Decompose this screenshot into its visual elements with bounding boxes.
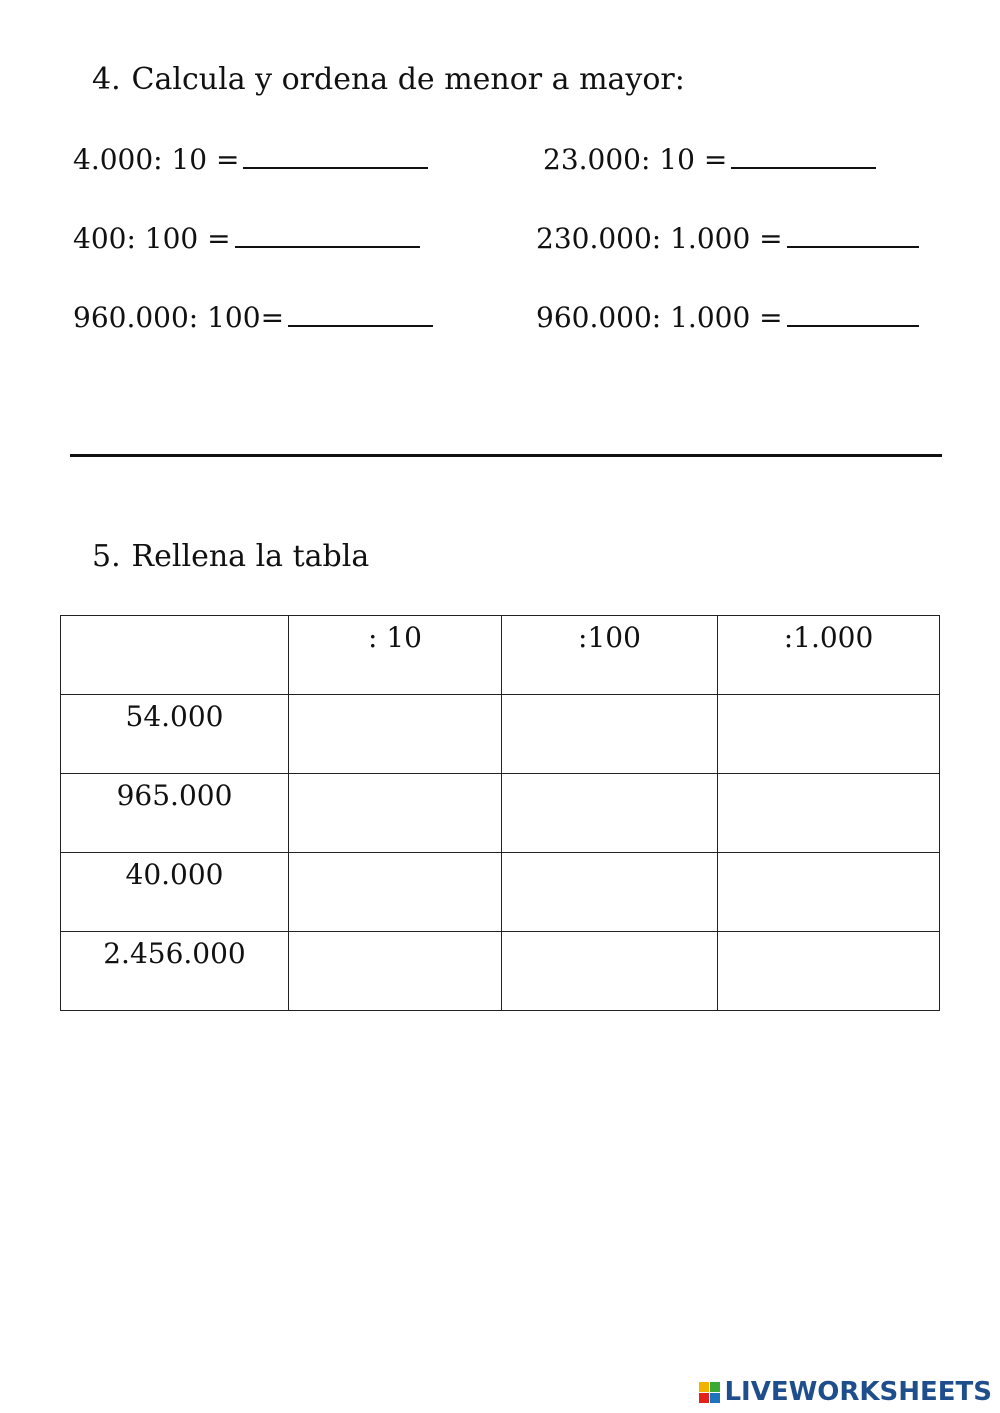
logo-mark-icon: [699, 1382, 720, 1403]
answer-blank[interactable]: [288, 299, 433, 327]
logo-square-icon: [699, 1393, 709, 1403]
table-row: [61, 774, 940, 853]
table-header-row: [61, 616, 940, 695]
logo-square-icon: [699, 1382, 709, 1392]
expression-text: 230.000: 1.000 =: [536, 222, 783, 255]
answer-cell[interactable]: [502, 853, 718, 932]
logo-square-icon: [710, 1382, 720, 1392]
logo-square-icon: [710, 1393, 720, 1403]
exercise-5-title: Rellena la tabla: [131, 539, 370, 574]
answer-blank[interactable]: [787, 220, 919, 248]
exercise-4-item: [73, 299, 433, 335]
exercise-4-item: [543, 141, 876, 177]
exercise-4-heading: [92, 62, 685, 98]
exercise-4-item: [536, 220, 919, 256]
expression-text: 400: 100 =: [73, 222, 231, 255]
answer-cell[interactable]: [289, 853, 502, 932]
expression-text: 23.000: 10 =: [543, 143, 728, 176]
answer-blank[interactable]: [243, 141, 428, 169]
answer-cell[interactable]: [289, 695, 502, 774]
liveworksheets-logo: [699, 1377, 992, 1407]
table-row: [61, 853, 940, 932]
row-label-cell: 965.000: [61, 774, 289, 853]
expression-text: 4.000: 10 =: [73, 143, 240, 176]
row-label-cell: 54.000: [61, 695, 289, 774]
exercise-4-number: 4.: [92, 62, 121, 97]
answer-blank[interactable]: [731, 141, 876, 169]
answer-cell[interactable]: [289, 774, 502, 853]
table-row: [61, 695, 940, 774]
exercise-4-item: [73, 141, 428, 177]
answer-cell[interactable]: [718, 774, 940, 853]
table-row: [61, 932, 940, 1011]
exercise-5-heading: [92, 539, 369, 575]
answer-cell[interactable]: [502, 695, 718, 774]
row-label-cell: 2.456.000: [61, 932, 289, 1011]
answer-cell[interactable]: [718, 932, 940, 1011]
expression-text: 960.000: 100=: [73, 301, 285, 334]
division-table: [60, 615, 940, 1011]
answer-blank[interactable]: [235, 220, 420, 248]
answer-cell[interactable]: [502, 774, 718, 853]
section-divider: [70, 454, 942, 457]
logo-text: LIVEWORKSHEETS: [724, 1377, 992, 1407]
answer-cell[interactable]: [718, 695, 940, 774]
answer-blank[interactable]: [787, 299, 919, 327]
exercise-4-item: [536, 299, 919, 335]
answer-cell[interactable]: [718, 853, 940, 932]
table-header-cell: :100: [502, 616, 718, 695]
exercise-4-item: [73, 220, 420, 256]
exercise-4-title: Calcula y ordena de menor a mayor:: [131, 62, 685, 97]
answer-cell[interactable]: [502, 932, 718, 1011]
row-label-cell: 40.000: [61, 853, 289, 932]
exercise-5-number: 5.: [92, 539, 121, 574]
table-header-cell: : 10: [289, 616, 502, 695]
table-header-cell: [61, 616, 289, 695]
answer-cell[interactable]: [289, 932, 502, 1011]
table-header-cell: :1.000: [718, 616, 940, 695]
expression-text: 960.000: 1.000 =: [536, 301, 783, 334]
